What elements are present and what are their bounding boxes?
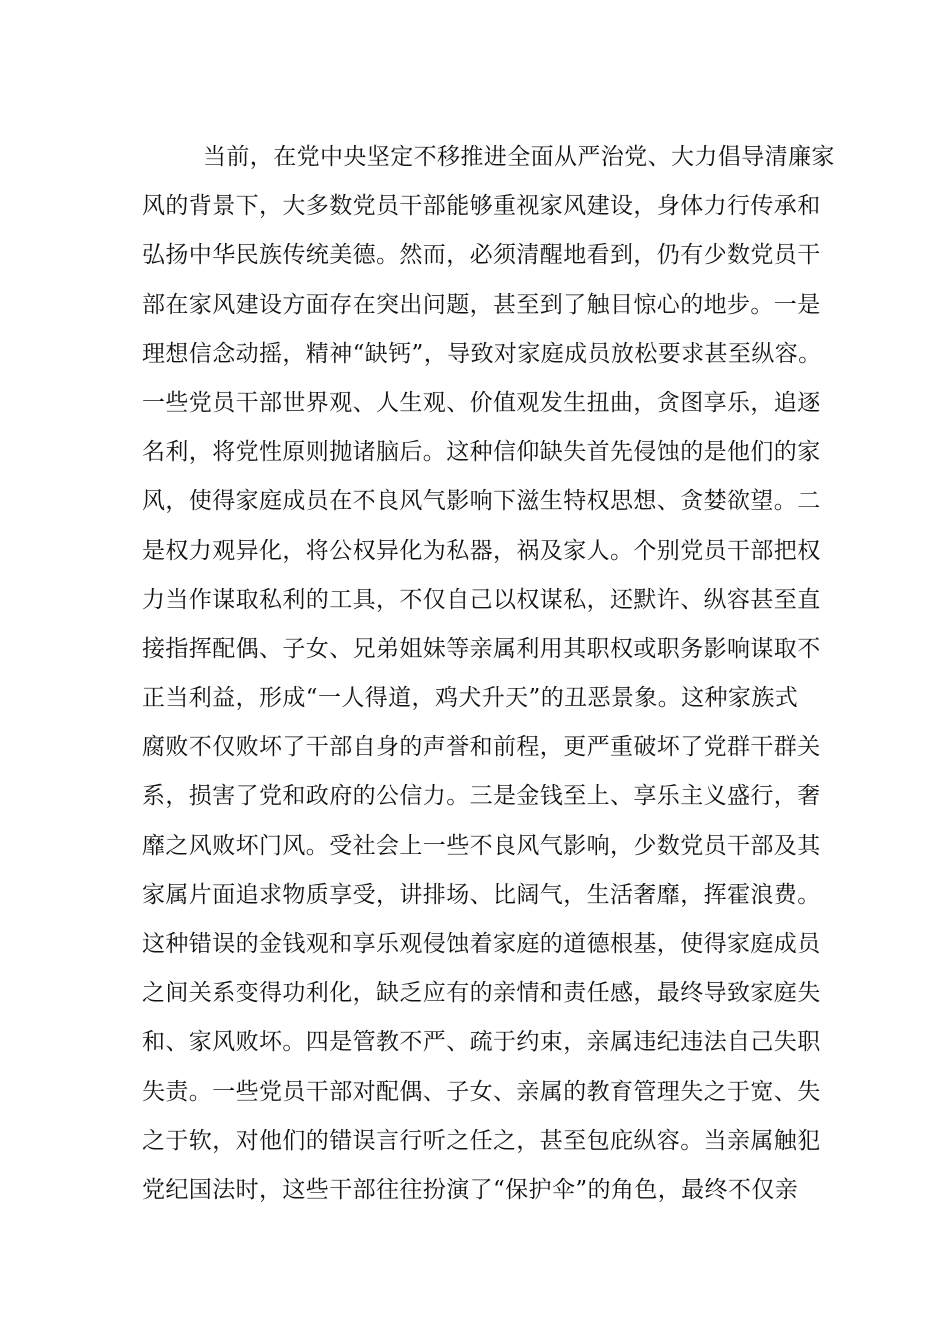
paragraph-line: 是权力观异化，将公权异化为私器，祸及家人。个别党员干部把权 xyxy=(142,537,821,564)
paragraph-line: 接指挥配偶、子女、兄弟姐妹等亲属利用其职权或职务影响谋取不 xyxy=(142,635,821,662)
paragraph-line: 部在家风建设方面存在突出问题，甚至到了触目惊心的地步。一是 xyxy=(142,291,821,318)
paragraph-line: 之间关系变得功利化，缺乏应有的亲情和责任感，最终导致家庭失 xyxy=(142,980,821,1007)
paragraph-line: 风的背景下，大多数党员干部能够重视家风建设，身体力行传承和 xyxy=(142,193,821,220)
body-paragraph xyxy=(142,133,835,1215)
paragraph-line: 和、家风败坏。四是管教不严、疏于约束，亲属违纪违法自己失职 xyxy=(142,1029,821,1056)
paragraph-line: 正当利益，形成“一人得道，鸡犬升天”的丑恶景象。这种家族式 xyxy=(142,685,799,712)
paragraph-line: 当前，在党中央坚定不移推进全面从严治党、大力倡导清廉家 xyxy=(203,144,835,170)
paragraph-line: 腐败不仅败坏了干部自身的声誉和前程，更严重破坏了党群干群关 xyxy=(142,734,821,761)
paragraph-line: 名利，将党性原则抛诸脑后。这种信仰缺失首先侵蚀的是他们的家 xyxy=(142,439,821,466)
paragraph-line: 系，损害了党和政府的公信力。三是金钱至上、享乐主义盛行，奢 xyxy=(142,783,821,810)
paragraph-line: 靡之风败坏门风。受社会上一些不良风气影响，少数党员干部及其 xyxy=(142,832,821,859)
paragraph-line: 失责。一些党员干部对配偶、子女、亲属的教育管理失之于宽、失 xyxy=(142,1078,821,1105)
paragraph-line: 党纪国法时，这些干部往往扮演了“保护伞”的角色，最终不仅亲 xyxy=(142,1176,799,1203)
paragraph-line: 一些党员干部世界观、人生观、价值观发生扭曲，贪图享乐，追逐 xyxy=(142,389,821,416)
paragraph-line: 弘扬中华民族传统美德。然而，必须清醒地看到，仍有少数党员干 xyxy=(142,242,821,269)
paragraph-line: 这种错误的金钱观和享乐观侵蚀着家庭的道德根基，使得家庭成员 xyxy=(142,931,821,957)
paragraph-line: 力当作谋取私利的工具，不仅自己以权谋私，还默许、纵容甚至直 xyxy=(142,586,821,613)
paragraph-line: 风，使得家庭成员在不良风气影响下滋生特权思想、贪婪欲望。二 xyxy=(142,488,821,515)
paragraph-line: 理想信念动摇，精神“缺钙”，导致对家庭成员放松要求甚至纵容。 xyxy=(142,340,822,367)
paragraph-line: 家属片面追求物质享受，讲排场、比阔气，生活奢靡，挥霍浪费。 xyxy=(142,881,821,908)
paragraph-line: 之于软，对他们的错误言行听之任之，甚至包庇纵容。当亲属触犯 xyxy=(142,1127,821,1154)
